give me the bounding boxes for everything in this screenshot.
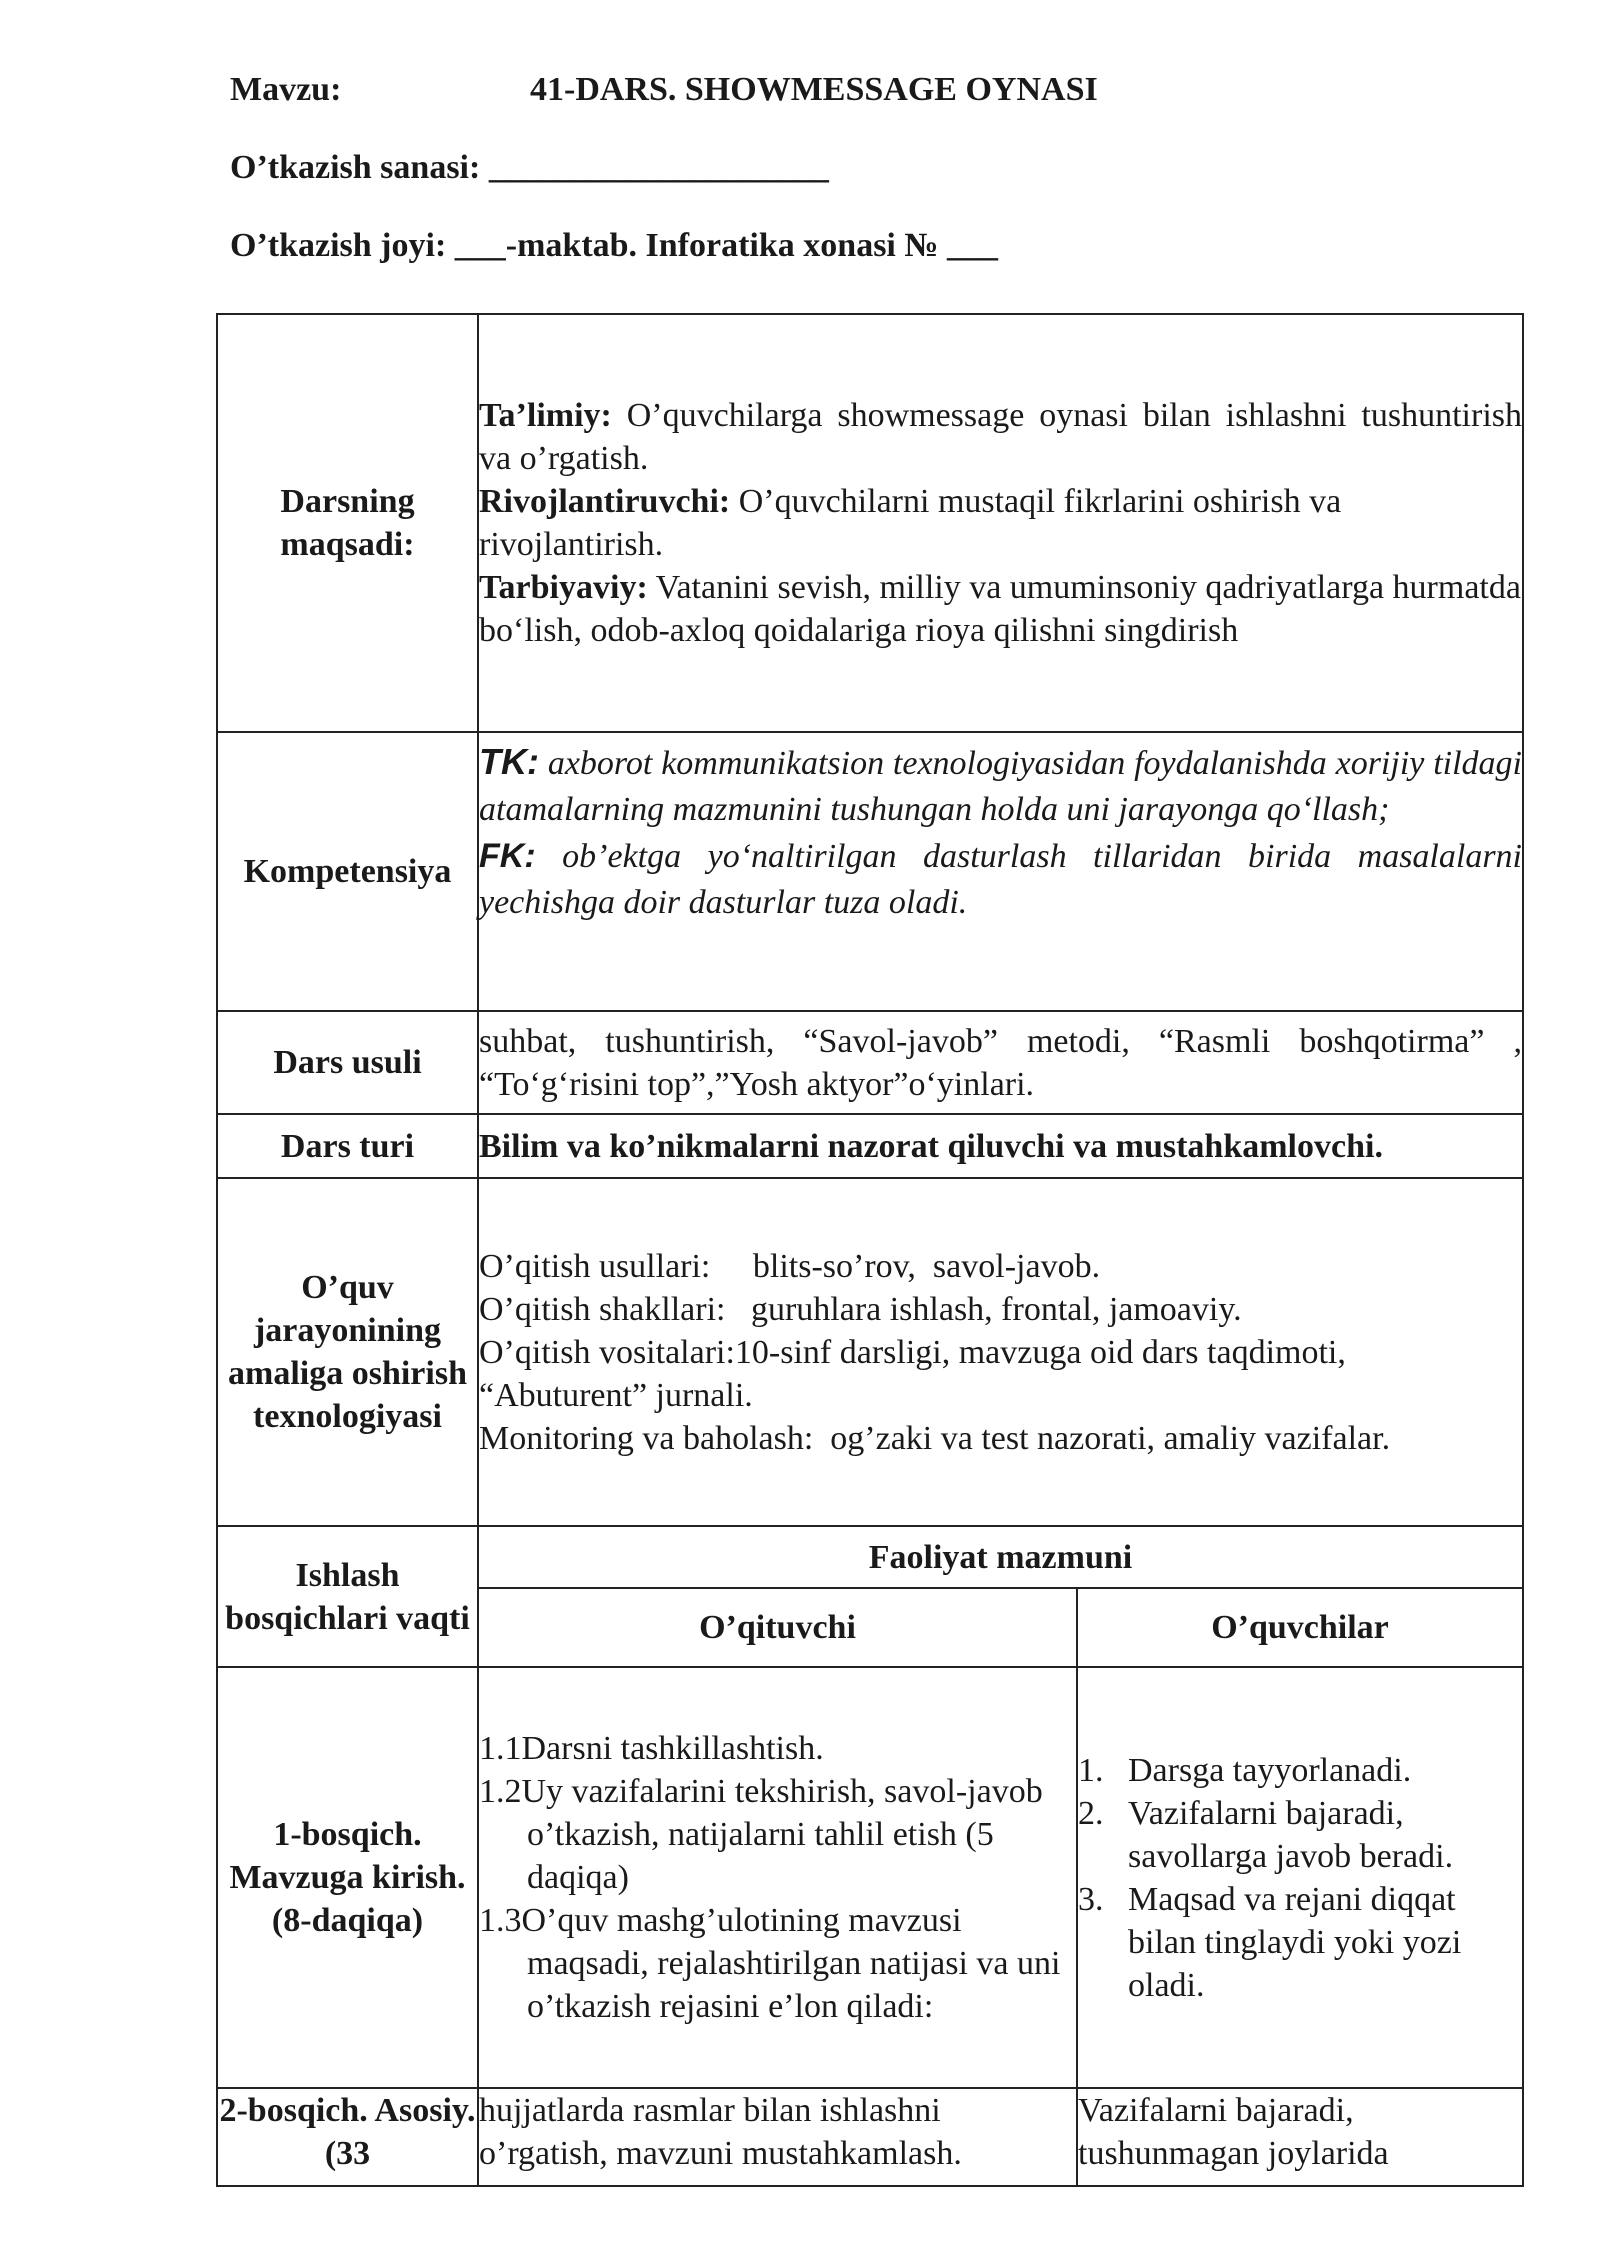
competence-tk-text: axborot kommunikatsion texnologiyasidan foydalanishda xorijiy tildagi atamalarning mazmunini tushungan holda uni jarayonga qo‘llash; [479, 745, 1522, 828]
topic-line [230, 70, 1098, 110]
row-stage-2 [217, 2088, 1523, 2186]
goal-upbringing-title: Tarbiyaviy: [479, 569, 648, 606]
competence-tk [479, 739, 1522, 833]
competence-fk-text: ob’ektga yo‘naltirilgan dasturlash tillaridan birida masalalarni yechishga doir dasturlar tuza oladi. [479, 838, 1522, 921]
topic-label: Mavzu: [230, 71, 342, 108]
competence-fk [479, 833, 1522, 926]
list-number: 1. [1078, 1751, 1104, 1789]
row-goals [217, 314, 1523, 732]
list-item [1078, 1792, 1522, 1878]
method-text: suhbat, tushuntirish, “Savol-javob” metodi, “Rasmli boshqotirma” , “To‘g‘risini top”,”Yosh aktyor”o‘yinlari. [478, 1011, 1523, 1114]
list-item: 1.1Darsni tashkillashtish. [479, 1730, 824, 1767]
place-line: O’tkazish joyi: ___-maktab. Inforatika xonasi № ___ [230, 227, 999, 264]
stage-1-label: 1-bosqich. Mavzuga kirish. (8-daqiqa) [217, 1667, 478, 2088]
goal-developing [479, 480, 1522, 566]
list-number: 3. [1078, 1880, 1104, 1918]
technology-line: O’qitish shakllari: guruhlara ishlash, frontal, jamoaviy. [479, 1290, 1242, 1328]
teacher-steps-list [479, 1727, 1076, 2028]
goals-content [478, 314, 1523, 732]
competence-fk-title: FK: [479, 837, 536, 875]
goal-upbringing-text: Vatanini sevish, milliy va umuminsoniy qadriyatlarga hurmatda bo‘lish, odob-axloq qoidalariga rioya qilishni singdirish [479, 569, 1521, 649]
list-item [1078, 1749, 1522, 1792]
row-type [217, 1114, 1523, 1178]
row-competence [217, 732, 1523, 1011]
list-number: 2. [1078, 1794, 1104, 1832]
technology-content [478, 1178, 1523, 1526]
list-item: 1.3O’quv mashg’ulotining mavzusi maqsadi, rejalashtirilgan natijasi va uni o’tkazish rejasini e’lon qiladi: [479, 1902, 1061, 2025]
goal-developing-title: Rivojlantiruvchi: [479, 483, 731, 520]
technology-line: Monitoring va baholash: og’zaki va test nazorati, amaliy vazifalar. [479, 1419, 1391, 1457]
technology-line: O’qitish vositalari:10-sinf darsligi, mavzuga oid dars taqdimoti, “Abuturent” jurnali. [479, 1333, 1355, 1414]
row-activity-header [217, 1526, 1523, 1588]
list-item: 1.2Uy vazifalarini tekshirish, savol-javob o’tkazish, natijalarni tahlil etish (5 daqiqa) [479, 1773, 1043, 1896]
technology-label: O’quv jarayonining amaliga oshirish texnologiyasi [217, 1178, 478, 1526]
goal-developing-text: O’quvchilarni mustaqil fikrlarini oshirish va rivojlantirish. [479, 483, 1342, 563]
topic-title: 41-DARS. SHOWMESSAGE OYNASI [530, 71, 1098, 108]
goals-label: Darsning maqsadi: [217, 314, 478, 732]
stage-time-header: Ishlash bosqichlari vaqti [217, 1526, 478, 1667]
teacher-header: O’qituvchi [478, 1588, 1077, 1667]
lesson-plan-table [216, 313, 1524, 2187]
stage-2-label: 2-bosqich. Asosiy. (33 [217, 2088, 478, 2186]
stage-2-students: Vazifalarni bajaradi, tushunmagan joylarida [1077, 2088, 1523, 2186]
type-text: Bilim va ko’nikmalarni nazorat qiluvchi va mustahkamlovchi. [478, 1114, 1523, 1178]
stage-1-students [1077, 1667, 1523, 2088]
students-header: O’quvchilar [1077, 1588, 1523, 1667]
competence-content [478, 732, 1523, 1011]
stage-2-teacher: hujjatlarda rasmlar bilan ishlashni o’rgatish, mavzuni mustahkamlash. [478, 2088, 1077, 2186]
date-line: O’tkazish sanasi: ____________________ [230, 149, 829, 186]
row-technology [217, 1178, 1523, 1526]
activity-content-header: Faoliyat mazmuni [478, 1526, 1523, 1588]
goal-upbringing [479, 566, 1522, 652]
goal-educational [479, 394, 1522, 480]
row-method [217, 1011, 1523, 1114]
list-item [1078, 1878, 1522, 2007]
competence-label: Kompetensiya [217, 732, 478, 1011]
student-steps-list [1078, 1749, 1522, 2007]
stage-1-teacher [478, 1667, 1077, 2088]
competence-tk-title: TK: [479, 741, 539, 782]
type-label: Dars turi [217, 1114, 478, 1178]
list-text: Vazifalarni bajaradi, savollarga javob beradi. [1128, 1794, 1454, 1875]
row-stage-1 [217, 1667, 1523, 2088]
goal-educational-text: O’quvchilarga showmessage oynasi bilan ishlashni tushuntirish va o’rgatish. [479, 397, 1523, 477]
method-label: Dars usuli [217, 1011, 478, 1114]
goal-educational-title: Ta’limiy: [479, 397, 612, 434]
list-text: Darsga tayyorlanadi. [1128, 1751, 1412, 1789]
technology-line: O’qitish usullari: blits-so’rov, savol-javob. [479, 1247, 1101, 1285]
list-text: Maqsad va rejani diqqat bilan tinglaydi yoki yozi oladi. [1128, 1880, 1462, 2004]
